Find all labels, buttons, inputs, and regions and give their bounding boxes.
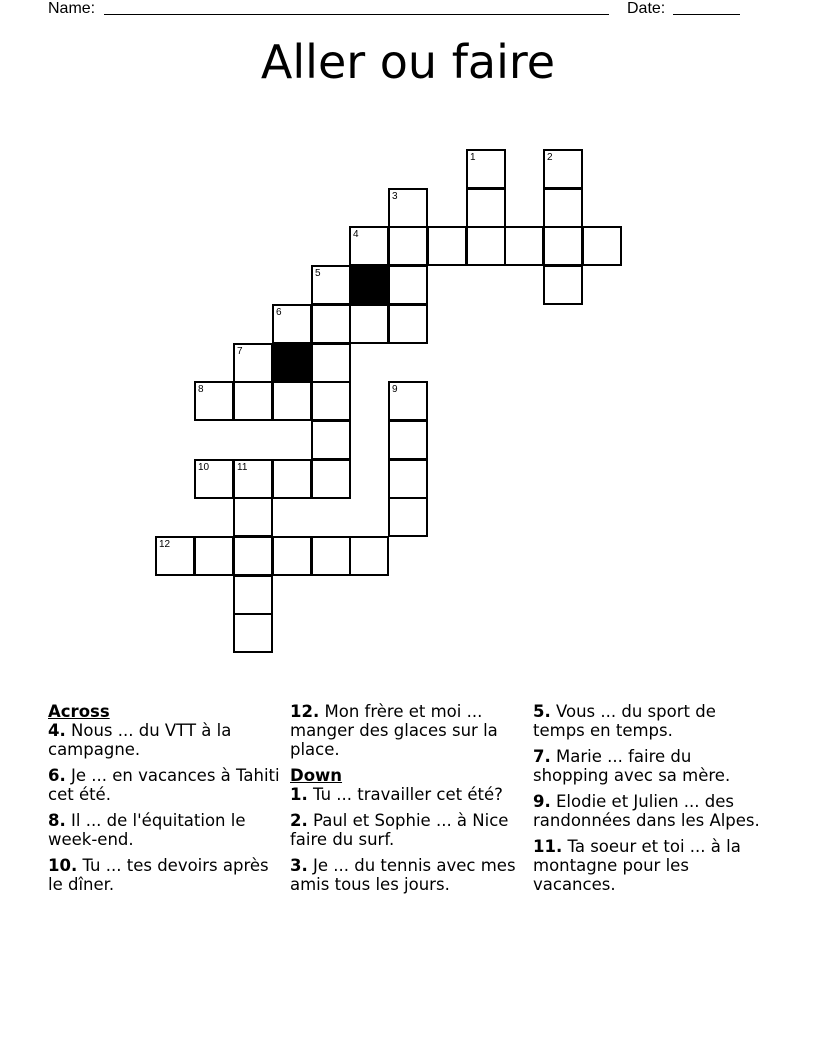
clues-column-2 [290,702,522,901]
grid-cell[interactable] [543,149,583,189]
clue-across-8 [48,811,280,849]
grid-cell[interactable] [582,226,622,266]
grid-cell[interactable] [233,575,273,615]
grid-cell[interactable] [272,381,312,421]
clue-down-5 [533,702,765,740]
grid-cell[interactable] [272,304,312,344]
grid-cell[interactable] [543,265,583,305]
grid-cell[interactable] [272,459,312,499]
clue-num: 8. [48,811,66,830]
clue-number: 11 [237,462,248,473]
clue-text: Tu ... travailler cet été? [313,785,503,804]
grid-cell[interactable] [388,226,428,266]
grid-cell[interactable] [349,226,389,266]
clue-down-7 [533,747,765,785]
clue-down-9 [533,792,765,830]
clue-text: Nous ... du VTT à la campagne. [48,721,232,759]
grid-cell[interactable] [388,420,428,460]
clue-across-6 [48,766,280,804]
clue-down-11 [533,837,765,894]
grid-cell[interactable] [155,536,195,576]
clue-number: 4 [353,229,359,240]
clue-number: 8 [198,384,204,395]
grid-cell[interactable] [311,536,351,576]
grid-cell[interactable] [388,497,428,537]
grid-cell[interactable] [233,459,273,499]
grid-cell[interactable] [349,304,389,344]
grid-cell[interactable] [311,343,351,383]
clue-across-12 [290,702,522,759]
grid-cell[interactable] [311,420,351,460]
grid-cell[interactable] [233,381,273,421]
grid-cell[interactable] [194,459,234,499]
grid-cell[interactable] [233,343,273,383]
grid-cell[interactable] [233,613,273,653]
grid-cell[interactable] [427,226,467,266]
clue-down-3 [290,856,522,894]
name-label: Name: [48,0,96,17]
clue-text: Ta soeur et toi ... à la montagne pour les vacances. [533,837,741,894]
clue-text: Mon frère et moi ... manger des glaces sur la place. [290,702,498,759]
down-heading: Down [290,766,343,785]
clue-number: 1 [470,152,476,163]
grid-cell[interactable] [311,381,351,421]
grid-cell[interactable] [543,226,583,266]
across-heading: Across [48,702,110,721]
clue-num: 3. [290,856,308,875]
grid-cell[interactable] [194,536,234,576]
clue-num: 7. [533,747,551,766]
clues-column-3 [533,702,765,901]
black-square [349,265,389,305]
clue-number: 2 [547,152,553,163]
clue-across-10 [48,856,280,894]
grid-cell[interactable] [349,536,389,576]
clues-column-1 [48,702,280,901]
page-title: Aller ou faire [260,35,556,89]
clue-text: Je ... en vacances à Tahiti cet été. [48,766,280,804]
date-label: Date: [627,0,666,17]
clue-number: 10 [198,462,210,473]
clue-number: 5 [315,268,321,279]
clue-number: 7 [237,346,243,357]
clue-number: 12 [159,539,171,550]
clue-number: 9 [392,384,398,395]
grid-cell[interactable] [388,188,428,228]
grid-cell[interactable] [194,381,234,421]
clue-number: 3 [392,191,398,202]
clue-across-4 [48,721,280,759]
grid-cell[interactable] [388,381,428,421]
black-square [272,343,312,383]
clue-text: Elodie et Julien ... des randonnées dans les Alpes. [533,792,760,830]
clue-num: 5. [533,702,551,721]
grid-cell[interactable] [311,265,351,305]
clue-num: 10. [48,856,78,875]
grid-cell[interactable] [388,459,428,499]
clue-number: 6 [276,307,282,318]
clue-num: 9. [533,792,551,811]
clue-text: Il ... de l'équitation le week-end. [48,811,246,849]
clue-down-1 [290,785,522,804]
clue-text: Tu ... tes devoirs après le dîner. [48,856,269,894]
clue-text: Je ... du tennis avec mes amis tous les jours. [290,856,516,894]
grid-cell[interactable] [543,188,583,228]
clue-num: 6. [48,766,66,785]
clue-num: 1. [290,785,308,804]
clue-down-2 [290,811,522,849]
clue-num: 11. [533,837,563,856]
grid-cell[interactable] [466,149,506,189]
grid-cell[interactable] [311,304,351,344]
grid-cell[interactable] [272,536,312,576]
clue-text: Marie ... faire du shopping avec sa mère. [533,747,731,785]
clue-text: Vous ... du sport de temps en temps. [533,702,716,740]
grid-cell[interactable] [388,265,428,305]
clue-num: 4. [48,721,66,740]
grid-cell[interactable] [233,536,273,576]
clue-text: Paul et Sophie ... à Nice faire du surf. [290,811,509,849]
grid-cell[interactable] [388,304,428,344]
grid-cell[interactable] [466,226,506,266]
grid-cell[interactable] [504,226,544,266]
grid-cell[interactable] [311,459,351,499]
clue-num: 12. [290,702,320,721]
grid-cell[interactable] [233,497,273,537]
grid-cell[interactable] [466,188,506,228]
clue-num: 2. [290,811,308,830]
